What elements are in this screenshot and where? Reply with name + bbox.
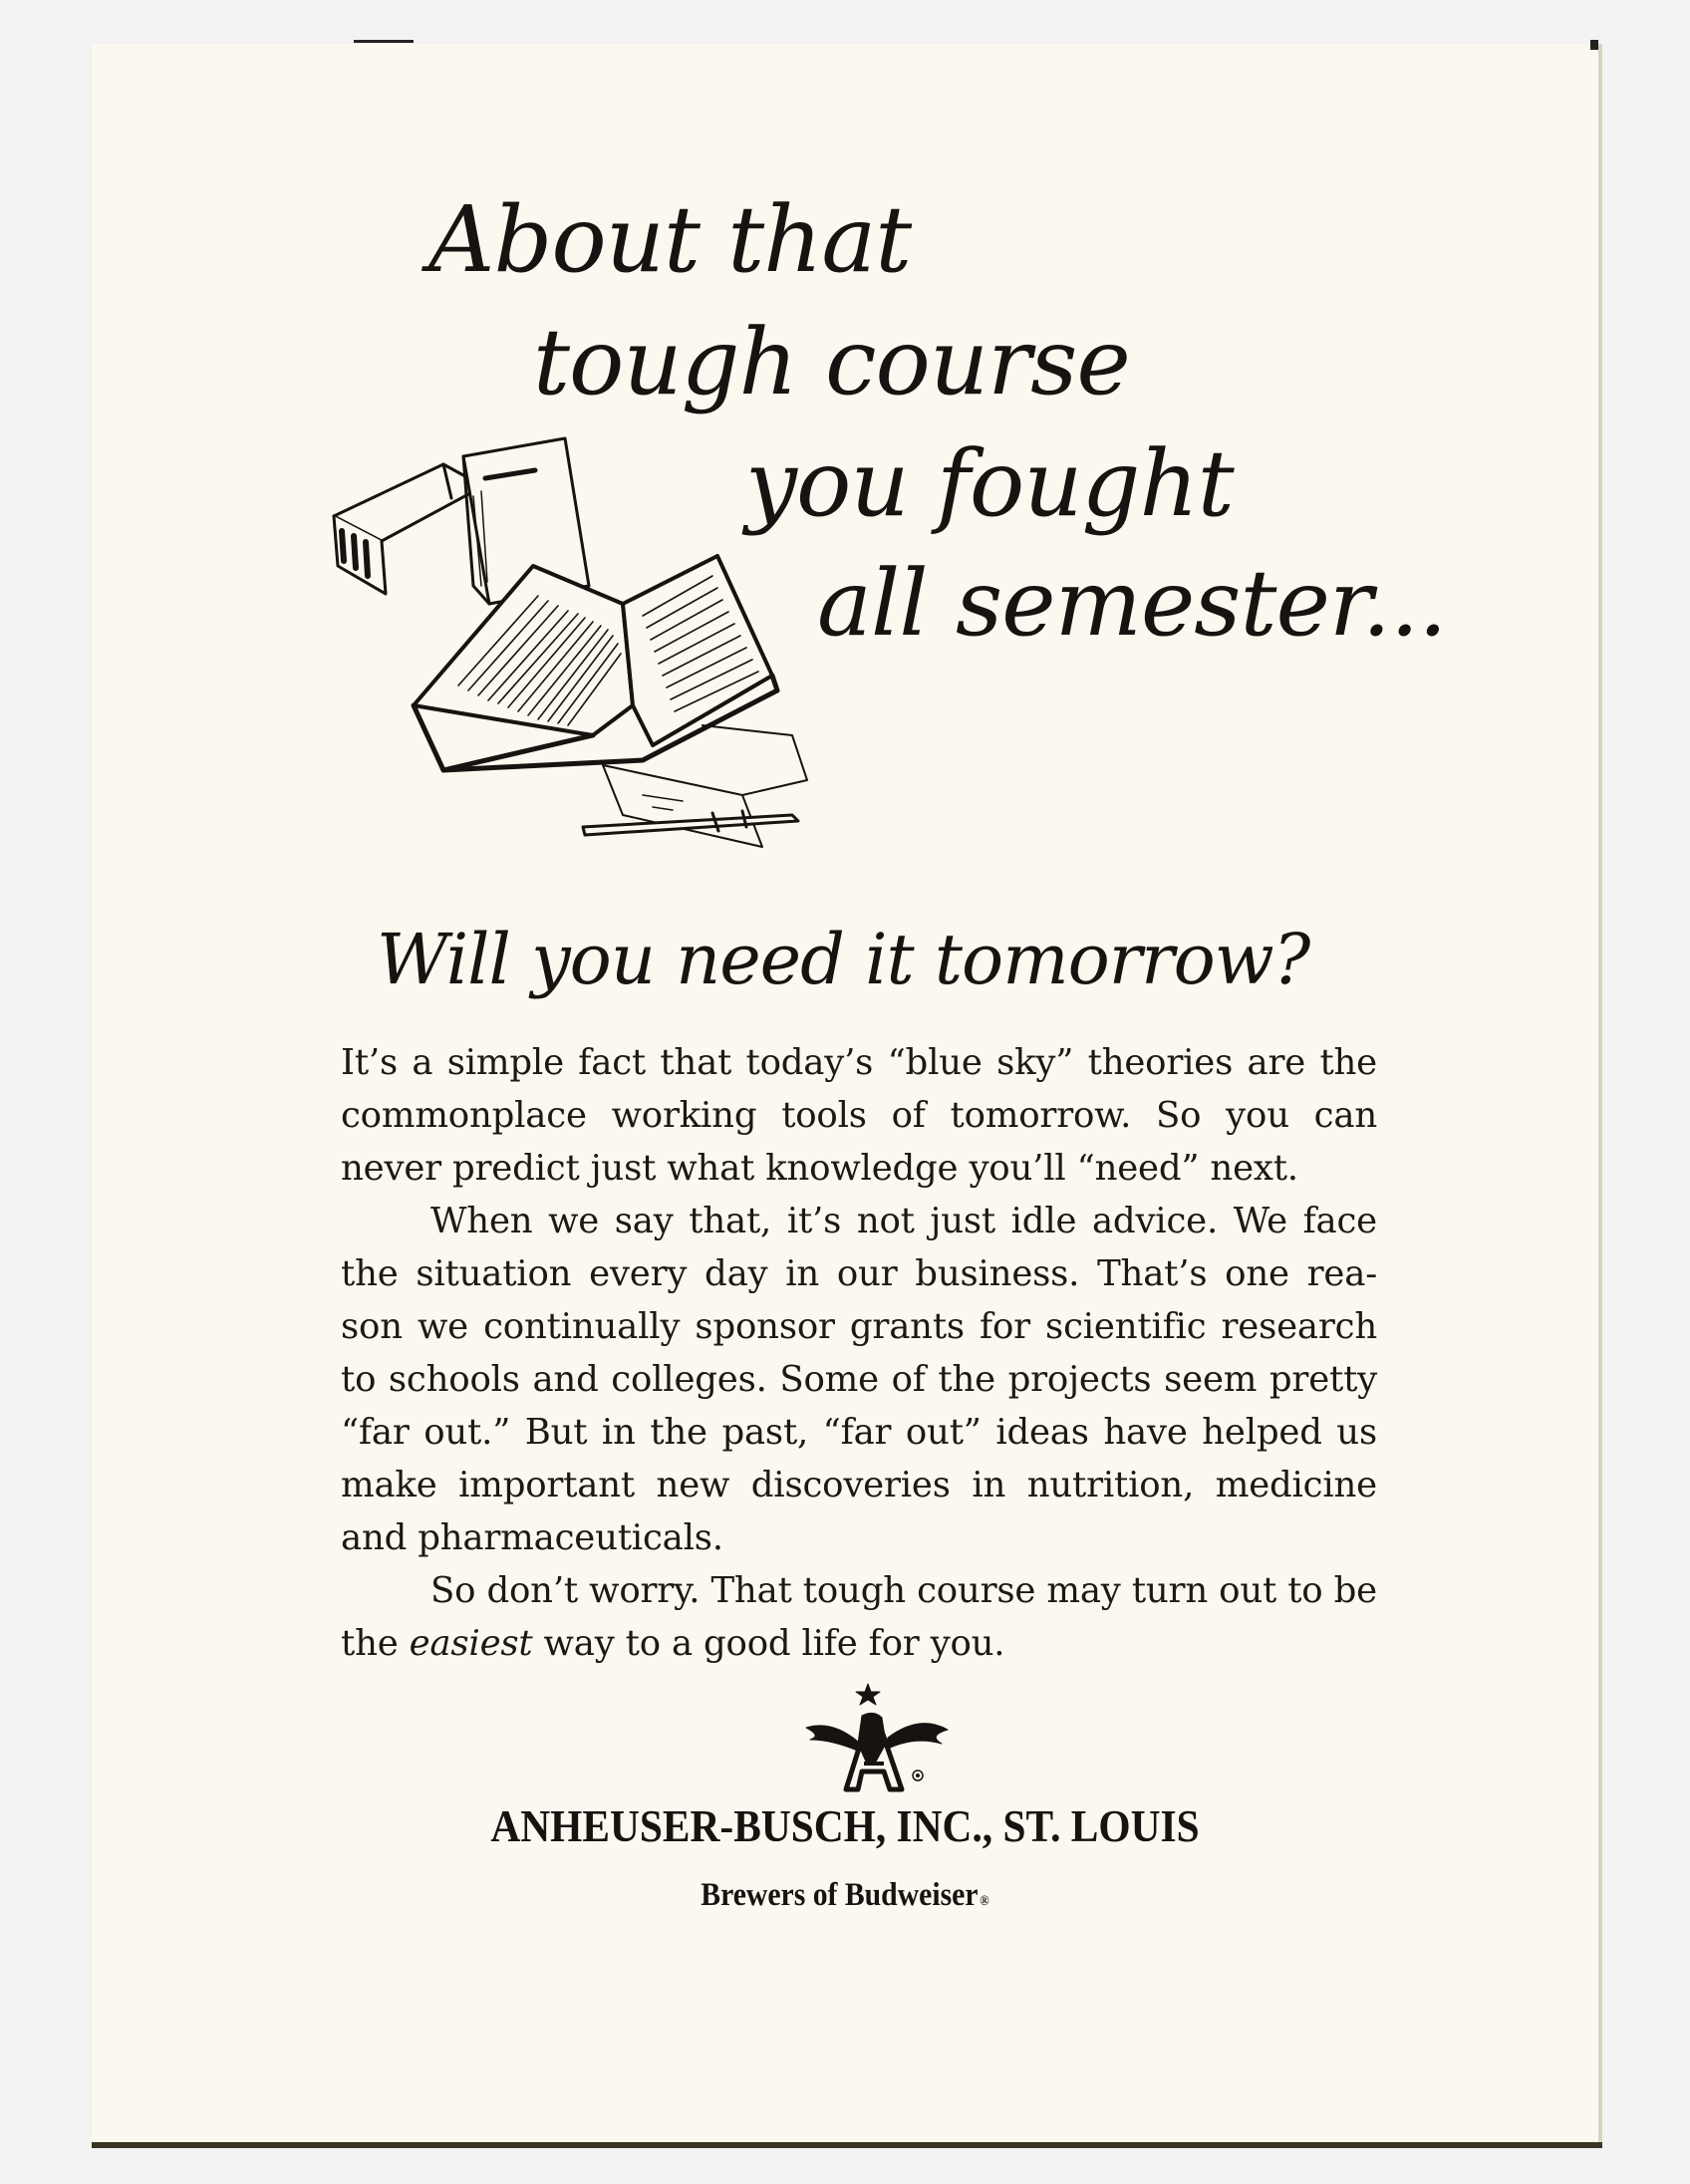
body-paragraph-3-end: way to a good life for you.: [532, 1623, 1005, 1664]
scan-mark-top-left: [354, 40, 414, 43]
body-paragraph-3-start: So don’t worry. That tough course may turn out to be the: [341, 1570, 1377, 1664]
headline-line-3: you fought: [745, 430, 1234, 537]
tagline-text: Brewers of Budweiser: [701, 1877, 979, 1913]
headline-line-2: tough course: [533, 309, 1130, 415]
page-edge-bottom: [92, 2142, 1602, 2148]
anheuser-busch-eagle-a-logo-icon: [802, 1680, 952, 1803]
body-paragraph-3: [341, 1564, 1377, 1670]
registered-mark: ®: [980, 1894, 989, 1909]
subhead: Will you need it tomorrow?: [377, 919, 1310, 1000]
scan-mark-top-right: [1590, 40, 1598, 50]
tagline: [85, 1877, 1605, 1914]
headline-line-4: all semester...: [817, 550, 1447, 657]
body-copy: [341, 1036, 1377, 1670]
headline-line-1: About that: [428, 186, 912, 293]
body-paragraph-1: It’s a simple fact that today’s “blue sky” theories are the commonplace working tools of tomorrow. So you can never predict just what knowledge you’ll “need” next.: [341, 1042, 1377, 1189]
body-paragraph-2: When we say that, it’s not just idle advice. We face the situation every day in our business. That’s one rea-son we continually sponsor grants for scientific research to schools and colleges. Some of the projects seem pretty “far out.” But in the past, “far out” ideas have helped us make important new discoveries in nutrition, medicine and pharmaceuticals.: [341, 1201, 1377, 1558]
company-name: ANHEUSER-BUSCH, INC., ST. LOUIS: [490, 1800, 1200, 1851]
body-paragraph-3-emphasis: easiest: [409, 1623, 533, 1664]
